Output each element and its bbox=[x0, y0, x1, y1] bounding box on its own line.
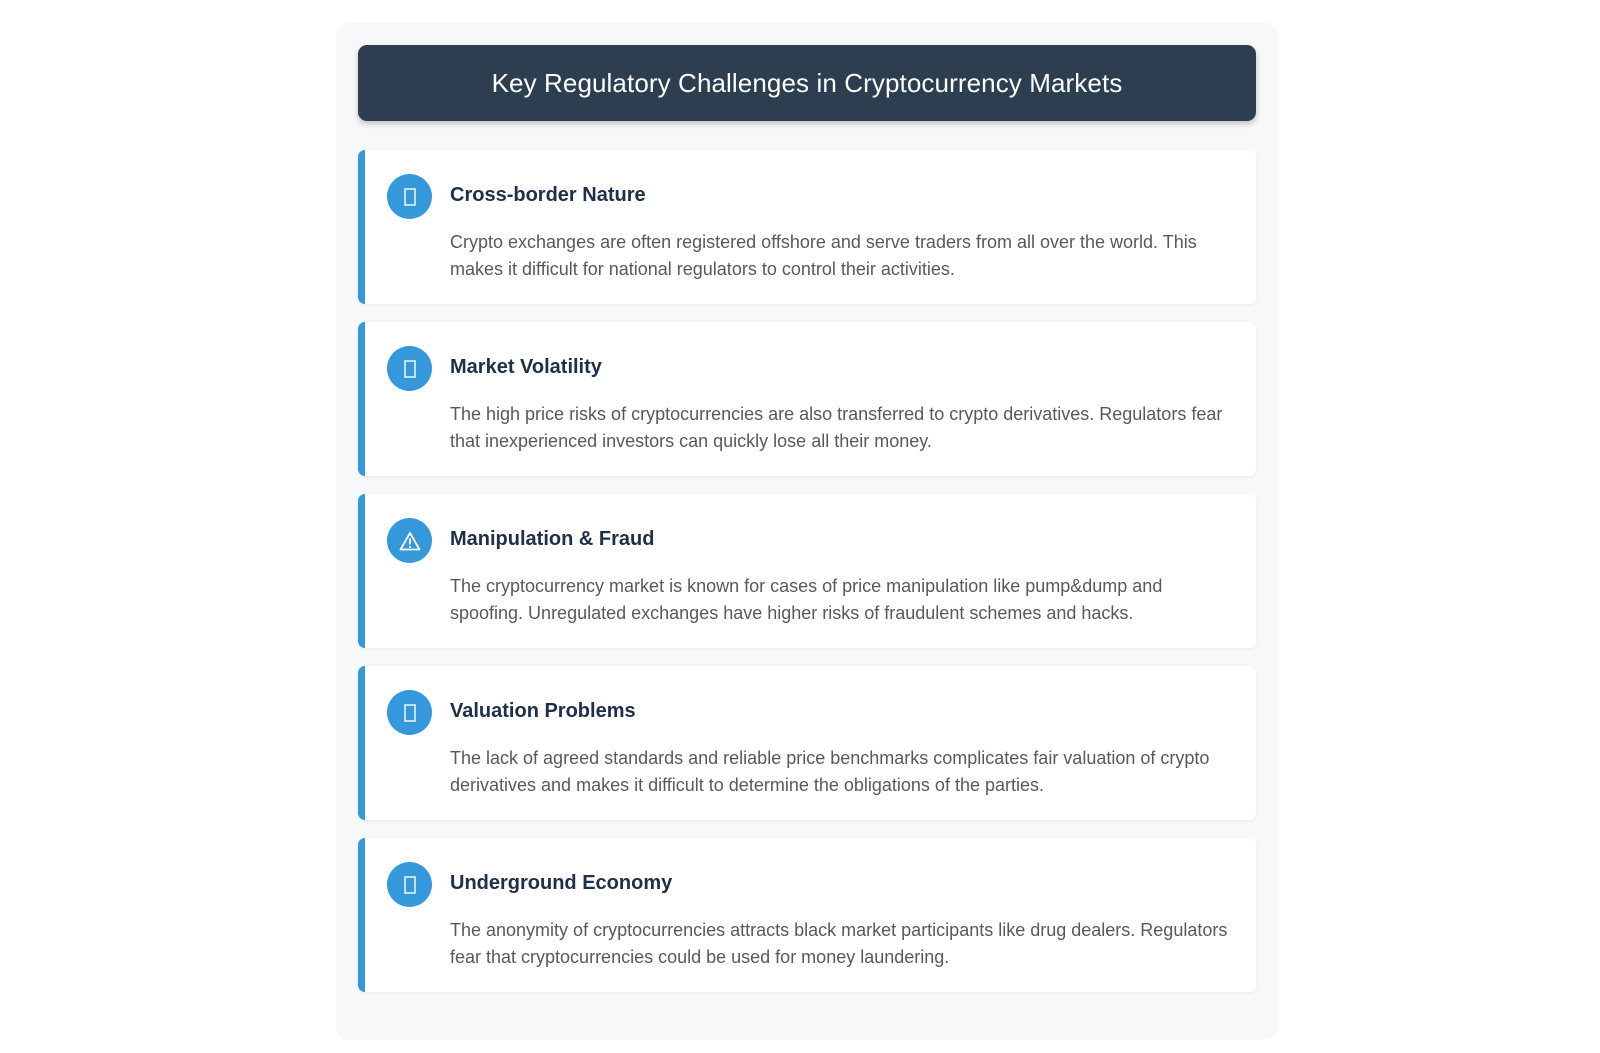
challenge-card-valuation bbox=[358, 666, 1256, 820]
scale-icon bbox=[387, 690, 432, 735]
challenge-description: The cryptocurrency market is known for cases of price manipulation like pump&dump and spoofing. Unregulated exchanges have higher risks of fraudulent schemes and hacks. bbox=[450, 576, 1163, 623]
challenge-description: The anonymity of cryptocurrencies attracts black market participants like drug dealers. Regulators fear that cryptocurrencies could be used for money laundering. bbox=[450, 920, 1228, 967]
challenge-title: Valuation Problems bbox=[450, 700, 636, 722]
globe-icon bbox=[387, 174, 432, 219]
page-title: Key Regulatory Challenges in Cryptocurrency Markets bbox=[491, 67, 1123, 98]
challenge-card-manipulation bbox=[358, 494, 1256, 648]
page-header bbox=[358, 45, 1256, 121]
challenge-title: Manipulation & Fraud bbox=[450, 528, 655, 550]
challenge-description: Crypto exchanges are often registered offshore and serve traders from all over the world. This makes it difficult for national regulators to control their activities. bbox=[450, 232, 1197, 279]
challenge-card-volatility bbox=[358, 322, 1256, 476]
challenge-card-underground bbox=[358, 838, 1256, 992]
challenge-description: The lack of agreed standards and reliable price benchmarks complicates fair valuation of crypto derivatives and makes it difficult to determine the obligations of the parties. bbox=[450, 748, 1210, 795]
challenges-panel bbox=[336, 22, 1278, 1040]
challenge-title: Underground Economy bbox=[450, 872, 673, 894]
challenge-description: The high price risks of cryptocurrencies are also transferred to crypto derivatives. Regulators fear that inexperienced investors can quickly lose all their money. bbox=[450, 404, 1223, 451]
mask-icon bbox=[387, 862, 432, 907]
challenge-title: Cross-border Nature bbox=[450, 184, 646, 206]
warning-icon bbox=[387, 518, 432, 563]
challenge-card-cross-border bbox=[358, 150, 1256, 304]
challenge-title: Market Volatility bbox=[450, 356, 602, 378]
chart-line-icon bbox=[387, 346, 432, 391]
